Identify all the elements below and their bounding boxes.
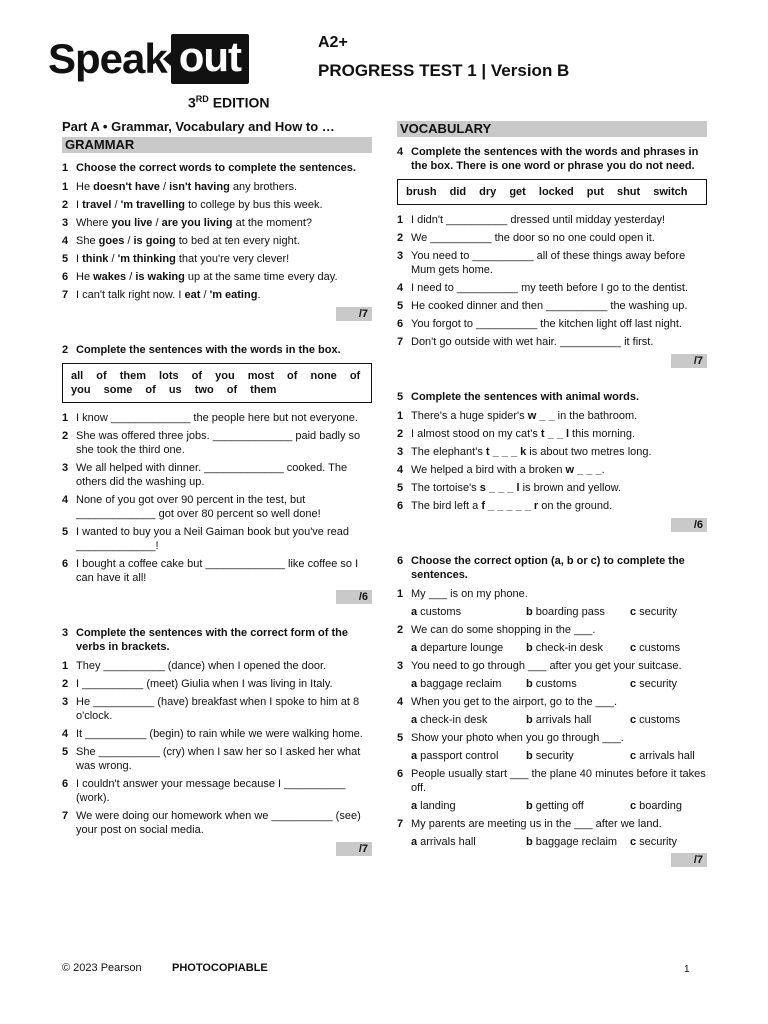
question-item	[62, 525, 372, 553]
question-item	[397, 623, 707, 637]
item-text[interactable]: I wanted to buy you a Neil Gaiman book but you've read _____________!	[76, 526, 349, 552]
option-text: customs	[535, 678, 577, 690]
item-number: 3	[62, 462, 69, 474]
option-letter: c	[630, 836, 637, 848]
question-item	[397, 317, 707, 331]
question-item	[62, 180, 372, 194]
question-item	[62, 461, 372, 489]
item-number: 3	[397, 250, 404, 262]
question-2: 2 Complete the sentences with the words in the box. all of them lots of you most of none of you some of us two of them 1 I know _____________ the people here but not everyone. 2 She was offered three jobs. _____________ paid badly so she took the third one. 3 We all helped with dinner. _____________ cooked. The others did the washing up. 4 None of you got over 90 percent in the test, but _____________ got over 80 percent so well done! 5 I wanted to buy you a Neil Gaiman book but you've read _____________! 6 I bought a coffee cake but _____________ like coffee so I can have it all! /6	[62, 343, 372, 604]
option-letter: b	[526, 642, 533, 654]
option-letter: a	[411, 606, 418, 618]
letter-blank[interactable]: w _ _	[527, 410, 555, 422]
question-item	[397, 731, 707, 745]
option-c[interactable]	[630, 641, 710, 655]
question-item	[62, 411, 372, 425]
item-text[interactable]: She __________ (cry) when I saw her so I asked her what was wrong.	[76, 746, 361, 772]
choice-option[interactable]: eat	[184, 289, 201, 301]
question-3-score[interactable]: /7	[336, 842, 372, 856]
left-column	[62, 120, 372, 878]
question-item	[62, 288, 372, 302]
answer-options	[411, 713, 707, 727]
question-6-score[interactable]: /7	[671, 853, 707, 867]
item-number: 4	[62, 728, 69, 740]
question-item	[397, 231, 707, 245]
option-letter: b	[526, 800, 533, 812]
question-item	[397, 299, 707, 313]
word-box: brush did dry get locked put shut switch	[397, 179, 707, 205]
question-item	[397, 213, 707, 227]
item-text[interactable]: I couldn't answer your message because I __________ (work).	[76, 778, 346, 804]
option-b[interactable]	[526, 677, 630, 691]
item-number: 1	[397, 410, 404, 422]
item-text: I think / 'm thinking that you're very clever!	[76, 253, 290, 265]
item-number: 3	[62, 696, 69, 708]
question-6: 6 Choose the correct option (a, b or c) to complete the sentences. 1 My ___ is on my phone. a customs b boarding pass c security 2 We can do some shopping in the ___. a departure lounge b check-in desk c customs 3 You need to go through ___ after you get your suitcase. a baggage reclaim b customs c security 4 When you get to the airport, go to the ___. a check-in desk b arrivals hall c customs 5 Show your photo when you go through ___. a passport control b security c arrivals hall 6 People usually start ___ the plane 40 minutes before it takes off. a landing b getting off c boarding 7 My parents are meeting us in the ___ after we land. a arrivals hall b baggage reclaim c security /7	[397, 554, 707, 867]
option-letter: b	[526, 606, 533, 618]
answer-options	[411, 641, 707, 655]
question-2-score[interactable]: /6	[336, 590, 372, 604]
option-letter: c	[630, 642, 637, 654]
question-item	[397, 445, 707, 459]
option-a[interactable]	[411, 677, 526, 691]
option-b[interactable]	[526, 641, 630, 655]
item-number: 4	[62, 494, 69, 506]
item-text: My parents are meeting us in the ___ after we land.	[411, 818, 662, 830]
question-item	[397, 587, 707, 601]
option-text: arrivals hall	[420, 836, 476, 848]
option-letter: a	[411, 750, 418, 762]
question-1-score[interactable]: /7	[336, 307, 372, 321]
photocopiable-label: PHOTOCOPIABLE	[172, 962, 268, 974]
item-text: Where you live / are you living at the moment?	[76, 217, 313, 229]
item-number: 4	[397, 696, 404, 708]
option-text: arrivals hall	[535, 714, 592, 726]
question-item	[397, 659, 707, 673]
question-5: 5 Complete the sentences with animal words. 1 There's a huge spider's w _ _ in the bathroom. 2 I almost stood on my cat's t _ _ l this morning. 3 The elephant's t _ _ _ k is about two metres long. 4 We helped a bird with a broken w _ _ _. 5 The tortoise's s _ _ _ l is brown and yellow. 6 The bird left a f _ _ _ _ _ r on the ground. /6	[397, 390, 707, 532]
part-title: Part A • Grammar, Vocabulary and How to …	[62, 120, 335, 134]
item-number: 2	[62, 199, 69, 211]
question-3-instruction: Complete the sentences with the correct form of the verbs in brackets.	[76, 627, 348, 653]
item-number: 1	[397, 214, 404, 226]
logo-out-text: out	[171, 34, 249, 84]
item-text[interactable]: It __________ (begin) to rain while we were walking home.	[76, 728, 363, 740]
option-letter: a	[411, 714, 418, 726]
item-number: 6	[397, 500, 404, 512]
option-letter: c	[630, 750, 637, 762]
option-letter: a	[411, 678, 418, 690]
grammar-section-header: GRAMMAR	[62, 137, 372, 153]
option-text: check-in desk	[535, 642, 603, 654]
item-text: When you get to the airport, go to the ___.	[411, 696, 618, 708]
question-item	[397, 481, 707, 495]
option-c[interactable]	[630, 749, 710, 763]
choice-option[interactable]: isn't having	[169, 181, 230, 193]
question-item	[62, 677, 372, 691]
item-text[interactable]: I know _____________ the people here but not everyone.	[76, 412, 358, 424]
item-number: 2	[397, 232, 404, 244]
answer-options	[411, 749, 707, 763]
answer-options	[411, 605, 707, 619]
option-c[interactable]	[630, 677, 710, 691]
question-6-instruction: Choose the correct option (a, b or c) to complete the sentences.	[411, 555, 685, 581]
option-letter: b	[526, 678, 533, 690]
question-item	[397, 281, 707, 295]
option-text: security	[535, 750, 574, 762]
item-text: People usually start ___ the plane 40 minutes before it takes off.	[411, 768, 706, 794]
logo-edition: 3RD EDITION	[188, 94, 270, 111]
page-number: 1	[684, 964, 690, 975]
item-text: Show your photo when you go through ___.	[411, 732, 624, 744]
item-number: 4	[62, 235, 69, 247]
item-text: There's a huge spider's w _ _ in the bathroom.	[411, 410, 638, 422]
question-item	[62, 695, 372, 723]
question-item	[397, 335, 707, 349]
option-text: landing	[420, 800, 456, 812]
test-level: A2+	[318, 34, 348, 51]
item-number: 7	[62, 289, 69, 301]
choice-option[interactable]: wakes	[93, 271, 127, 283]
item-text[interactable]: I need to __________ my teeth before I go to the dentist.	[411, 282, 689, 294]
option-text: customs	[420, 606, 462, 618]
logo-speak-text: Speak	[48, 35, 167, 82]
option-letter: c	[630, 678, 637, 690]
item-number: 6	[62, 558, 69, 570]
option-a[interactable]	[411, 749, 526, 763]
item-text: We can do some shopping in the ___.	[411, 624, 596, 636]
option-b[interactable]	[526, 835, 630, 849]
option-letter: c	[630, 714, 637, 726]
item-number: 6	[397, 768, 404, 780]
choice-option[interactable]: is going	[133, 235, 176, 247]
option-text: getting off	[535, 800, 584, 812]
question-item	[397, 499, 707, 513]
question-item	[62, 216, 372, 230]
option-letter: c	[630, 800, 637, 812]
vocabulary-section-header: VOCABULARY	[397, 121, 707, 137]
item-number: 1	[62, 412, 69, 424]
option-text: check-in desk	[420, 714, 488, 726]
option-text: customs	[639, 714, 681, 726]
item-text[interactable]: He __________ (have) breakfast when I spoke to him at 8 o'clock.	[76, 696, 360, 722]
item-number: 3	[62, 217, 69, 229]
question-4-score[interactable]: /7	[671, 354, 707, 368]
speakout-logo	[48, 33, 280, 111]
option-c[interactable]	[630, 835, 710, 849]
question-item	[397, 427, 707, 441]
question-item	[62, 270, 372, 284]
question-item	[62, 234, 372, 248]
option-b[interactable]	[526, 749, 630, 763]
question-item	[62, 493, 372, 521]
item-text[interactable]: She was offered three jobs. _____________ paid badly so she took the third one.	[76, 430, 361, 456]
item-number: 4	[397, 464, 404, 476]
item-number: 5	[62, 526, 69, 538]
option-text: baggage reclaim	[535, 836, 618, 848]
item-number: 2	[62, 678, 69, 690]
question-4: 4 Complete the sentences with the words and phrases in the box. There is one word or phrase you do not need. brush did dry get locked put shut switch 1 I didn't __________ dressed until midday yesterday! 2 We __________ the door so no one could open it. 3 You need to __________ all of these things away before Mum gets home. 4 I need to __________ my teeth before I go to the dentist. 5 He cooked dinner and then __________ the washing up. 6 You forgot to __________ the kitchen light off last night. 7 Don't go outside with wet hair. __________ it first. /7	[397, 145, 707, 368]
test-title: PROGRESS TEST 1 | Version B	[318, 61, 570, 80]
item-number: 3	[397, 446, 404, 458]
option-text: security	[639, 836, 678, 848]
option-letter: a	[411, 642, 418, 654]
item-number: 5	[397, 732, 404, 744]
question-item	[397, 463, 707, 477]
question-item	[62, 777, 372, 805]
item-text[interactable]: None of you got over 90 percent in the test, but _____________ got over 80 percent so well done!	[76, 494, 321, 520]
option-text: customs	[639, 642, 681, 654]
question-5-score[interactable]: /6	[671, 518, 707, 532]
option-text: boarding	[639, 800, 682, 812]
item-number: 1	[397, 588, 404, 600]
letter-blank[interactable]: f _ _ _ _ _ r	[481, 500, 539, 512]
item-text: I almost stood on my cat's t _ _ l this morning.	[411, 428, 636, 440]
question-1: 1 Choose the correct words to complete the sentences. 1 He doesn't have / isn't having any brothers. 2 I travel / 'm travelling to college by bus this week. 3 Where you live / are you living at the moment? 4 She goes / is going to bed at ten every night. 5 I think / 'm thinking that you're very clever! 6 He wakes / is waking up at the same time every day. 7 I can't talk right now. I eat / 'm eating. /7	[62, 161, 372, 321]
choice-option[interactable]: 'm thinking	[117, 253, 176, 265]
item-text[interactable]: You forgot to __________ the kitchen light off last night.	[411, 318, 682, 330]
choice-option[interactable]: think	[82, 253, 109, 265]
option-text: departure lounge	[420, 642, 504, 654]
option-c[interactable]	[630, 605, 710, 619]
item-text[interactable]: I didn't __________ dressed until midday yesterday!	[411, 214, 666, 226]
option-letter: c	[630, 606, 637, 618]
item-number: 6	[62, 271, 69, 283]
question-3: 3 Complete the sentences with the correct form of the verbs in brackets. 1 They __________ (dance) when I opened the door. 2 I __________ (meet) Giulia when I was living in Italy. 3 He __________ (have) breakfast when I spoke to him at 8 o'clock. 4 It __________ (begin) to rain while we were walking home. 5 She __________ (cry) when I saw her so I asked her what was wrong. 6 I couldn't answer your message because I __________ (work). 7 We were doing our homework when we __________ (see) your post on social media. /7	[62, 626, 372, 856]
option-c[interactable]	[630, 713, 710, 727]
item-text: He doesn't have / isn't having any brothers.	[76, 181, 298, 193]
item-number: 1	[62, 181, 69, 193]
answer-options	[411, 677, 707, 691]
question-item	[397, 817, 707, 831]
item-text[interactable]: I bought a coffee cake but _____________ like coffee so I can have it all!	[76, 558, 359, 584]
item-text: The elephant's t _ _ _ k is about two metres long.	[411, 446, 652, 458]
question-item	[62, 557, 372, 585]
item-text[interactable]: We were doing our homework when we __________ (see) your post on social media.	[76, 810, 361, 836]
item-number: 5	[62, 253, 69, 265]
item-number: 3	[397, 660, 404, 672]
option-b[interactable]	[526, 799, 630, 813]
option-letter: a	[411, 800, 418, 812]
choice-option[interactable]: travel	[82, 199, 112, 211]
item-text: We helped a bird with a broken w _ _ _.	[411, 464, 605, 476]
right-column	[397, 120, 707, 889]
item-text[interactable]: I __________ (meet) Giulia when I was living in Italy.	[76, 678, 333, 690]
option-letter: b	[526, 714, 533, 726]
item-text[interactable]: We all helped with dinner. _____________ cooked. The others did the washing up.	[76, 462, 348, 488]
choice-option[interactable]: is waking	[135, 271, 185, 283]
item-number: 6	[62, 778, 69, 790]
option-a[interactable]	[411, 835, 526, 849]
question-2-instruction: Complete the sentences with the words in the box.	[76, 344, 341, 356]
item-number: 7	[397, 818, 404, 830]
item-number: 7	[62, 810, 69, 822]
question-item	[62, 198, 372, 212]
option-letter: b	[526, 750, 533, 762]
question-item	[397, 767, 707, 795]
option-text: baggage reclaim	[420, 678, 502, 690]
item-text: I can't talk right now. I eat / 'm eating.	[76, 289, 261, 301]
item-text[interactable]: You need to __________ all of these things away before Mum gets home.	[411, 250, 686, 276]
question-item	[62, 429, 372, 457]
question-item	[62, 727, 372, 741]
question-5-instruction: Complete the sentences with animal words.	[411, 391, 639, 403]
letter-blank[interactable]: t _ _ _ k	[485, 446, 527, 458]
item-number: 2	[62, 430, 69, 442]
item-number: 2	[397, 624, 404, 636]
choice-option[interactable]: 'm travelling	[120, 199, 186, 211]
option-a[interactable]	[411, 641, 526, 655]
item-number: 4	[397, 282, 404, 294]
option-c[interactable]	[630, 799, 710, 813]
option-text: passport control	[420, 750, 499, 762]
option-letter: a	[411, 836, 418, 848]
option-b[interactable]	[526, 713, 630, 727]
question-item	[397, 249, 707, 277]
item-text: He wakes / is waking up at the same time every day.	[76, 271, 338, 283]
item-number: 1	[62, 660, 69, 672]
item-number: 2	[397, 428, 404, 440]
item-text[interactable]: He cooked dinner and then __________ the washing up.	[411, 300, 688, 312]
letter-blank[interactable]: w _ _ _	[565, 464, 602, 476]
option-letter: b	[526, 836, 533, 848]
choice-option[interactable]: you live	[111, 217, 153, 229]
item-text: The bird left a f _ _ _ _ _ r on the ground.	[411, 500, 613, 512]
item-number: 5	[397, 482, 404, 494]
question-item	[397, 695, 707, 709]
answer-options	[411, 799, 707, 813]
choice-option[interactable]: goes	[98, 235, 125, 247]
item-text: She goes / is going to bed at ten every night.	[76, 235, 300, 247]
item-number: 6	[397, 318, 404, 330]
question-item	[62, 745, 372, 773]
item-text: I travel / 'm travelling to college by bus this week.	[76, 199, 323, 211]
word-box: all of them lots of you most of none of you some of us two of them	[62, 363, 372, 403]
option-a[interactable]	[411, 605, 526, 619]
item-text[interactable]: Don't go outside with wet hair. __________ it first.	[411, 336, 654, 348]
question-1-instruction: Choose the correct words to complete the sentences.	[76, 162, 356, 174]
question-item	[62, 252, 372, 266]
item-text: The tortoise's s _ _ _ l is brown and yellow.	[411, 482, 622, 494]
option-text: security	[639, 606, 678, 618]
option-b[interactable]	[526, 605, 630, 619]
option-text: security	[639, 678, 678, 690]
option-a[interactable]	[411, 713, 526, 727]
option-text: boarding pass	[535, 606, 605, 618]
question-item	[397, 409, 707, 423]
question-item	[62, 809, 372, 837]
option-text: arrivals hall	[639, 750, 695, 762]
question-4-instruction: Complete the sentences with the words and phrases in the box. There is one word or phrase you do not need.	[411, 146, 699, 172]
letter-blank[interactable]: s _ _ _ l	[479, 482, 520, 494]
item-number: 5	[62, 746, 69, 758]
copyright: © 2023 Pearson	[62, 962, 142, 974]
answer-options	[411, 835, 707, 849]
choice-option[interactable]: doesn't have	[93, 181, 160, 193]
item-text: You need to go through ___ after you get your suitcase.	[411, 660, 682, 672]
item-text[interactable]: We __________ the door so no one could open it.	[411, 232, 655, 244]
option-a[interactable]	[411, 799, 526, 813]
item-number: 7	[397, 336, 404, 348]
question-item	[62, 659, 372, 673]
item-text: My ___ is on my phone.	[411, 588, 528, 600]
item-text[interactable]: They __________ (dance) when I opened the door.	[76, 660, 327, 672]
item-number: 5	[397, 300, 404, 312]
choice-option[interactable]: are you living	[161, 217, 233, 229]
letter-blank[interactable]: t _ _ l	[540, 428, 569, 440]
choice-option[interactable]: 'm eating	[209, 289, 258, 301]
